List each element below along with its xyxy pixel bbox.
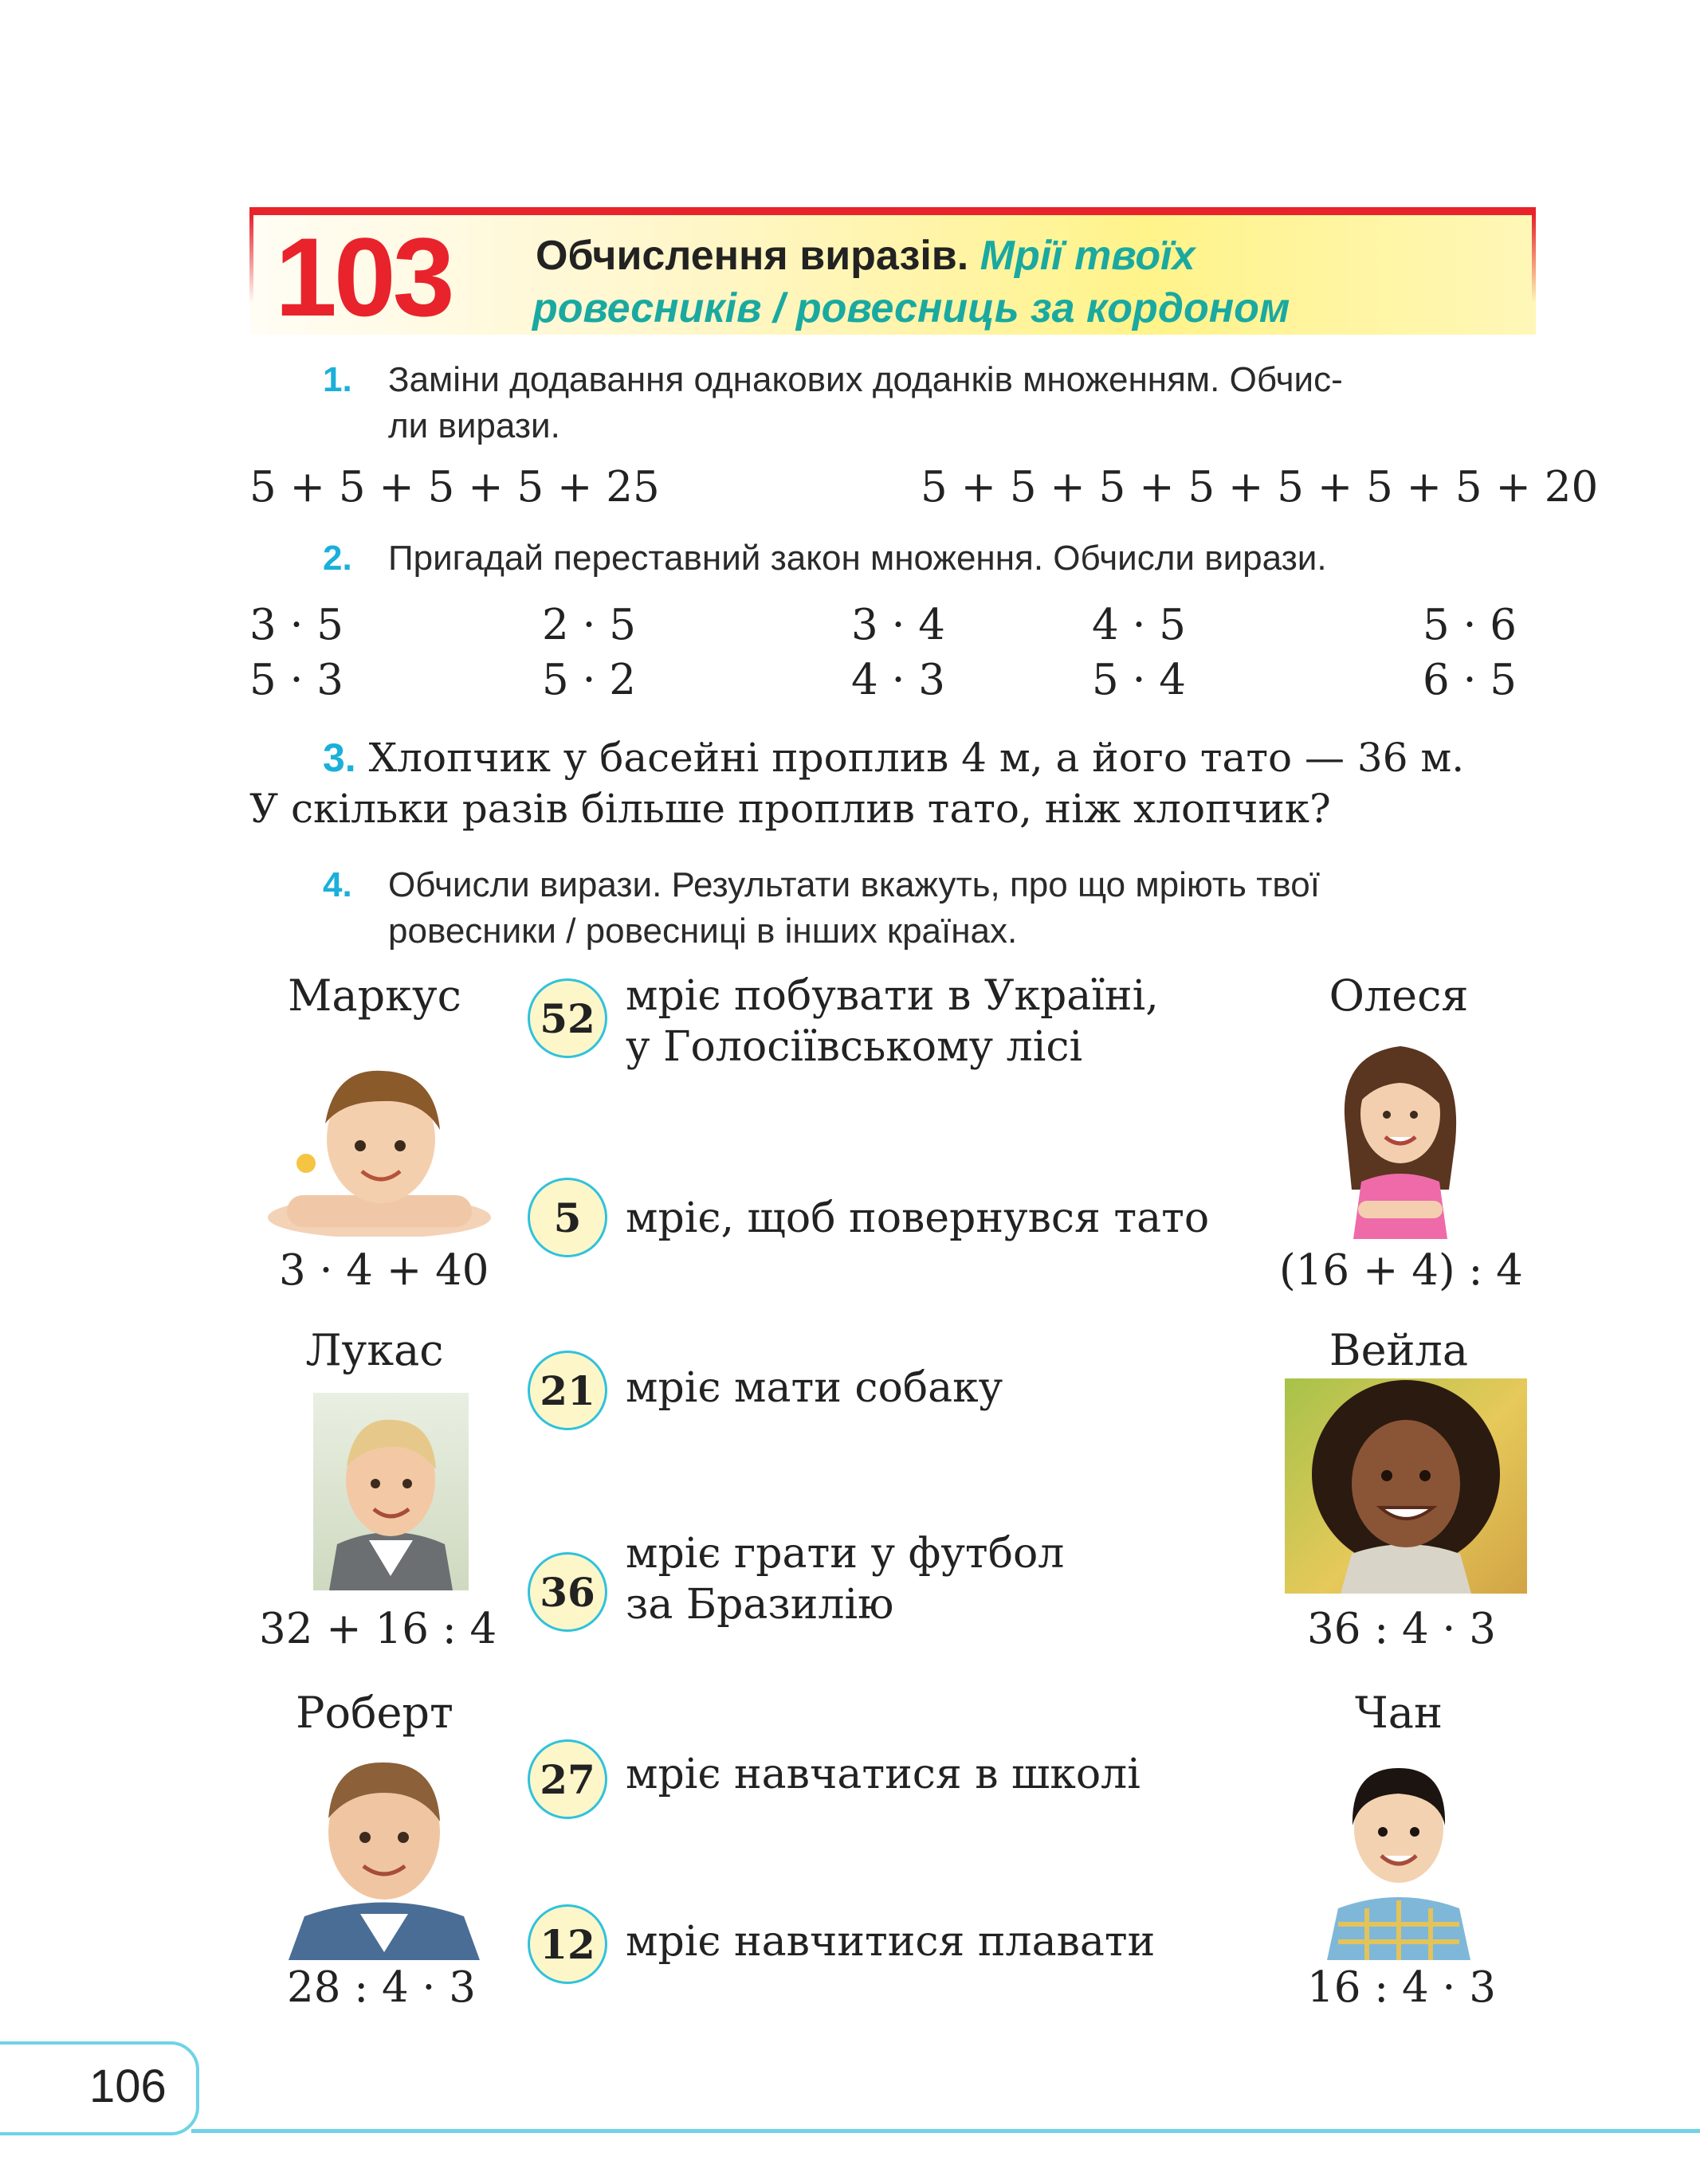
- photo-markus: [263, 1060, 496, 1237]
- answer-text: мріє грати у футбол: [626, 1530, 1065, 1578]
- photo-chan: [1319, 1749, 1478, 1960]
- footer-divider: [191, 2129, 1700, 2133]
- task-2-num: 2.: [323, 539, 352, 578]
- task-2-expr: 3 · 5: [249, 601, 344, 649]
- task-2-expr: 4 · 5: [1092, 601, 1186, 649]
- child-name-markus: Маркус: [288, 970, 461, 1021]
- task-2-expr: 6 · 5: [1423, 656, 1517, 704]
- photo-olesia: [1329, 1030, 1471, 1239]
- answer-text: мріє мати собаку: [626, 1364, 1003, 1412]
- task-2-expr: 2 · 5: [542, 601, 636, 649]
- task-2-expr: 4 · 3: [851, 656, 945, 704]
- task-3-text-line2: У скільки разів більше проплив тато, ніж хлопчик?: [249, 786, 1331, 832]
- child-expr-robert: 28 : 4 · 3: [287, 1963, 476, 2012]
- answer-bubble: 21: [528, 1351, 607, 1430]
- answer-bubble: 12: [528, 1904, 607, 1984]
- task-4-num: 4.: [323, 865, 352, 904]
- answer-bubble: 5: [528, 1178, 607, 1257]
- child-name-lukas: Лукас: [305, 1325, 444, 1375]
- task-1-num: 1.: [323, 360, 352, 399]
- child-expr-markus: 3 · 4 + 40: [279, 1246, 489, 1295]
- task-3-num: 3.: [323, 735, 356, 780]
- answer-text: мріє, щоб повернувся тато: [626, 1194, 1210, 1242]
- child-name-veila: Вейла: [1329, 1325, 1469, 1375]
- task-1-expression-2: 5 + 5 + 5 + 5 + 5 + 5 + 5 + 20: [921, 463, 1599, 512]
- answer-bubble: 36: [528, 1552, 607, 1632]
- task-3-text-line1: Хлопчик у басейні проплив 4 м, а його тато — 36 м.: [368, 735, 1465, 781]
- child-name-robert: Роберт: [296, 1688, 453, 1738]
- answer-bubble: 52: [528, 978, 607, 1058]
- task-2-expr: 5 · 3: [249, 656, 344, 704]
- task-2-number: [323, 535, 352, 582]
- child-name-olesia: Олеся: [1329, 970, 1469, 1021]
- lesson-theme-part2: ровесників / ровесниць за кордоном: [532, 285, 1290, 331]
- task-2-expr: 5 · 6: [1423, 601, 1517, 649]
- task-4-number: [323, 862, 352, 908]
- answer-text: мріє навчатися в школі: [626, 1751, 1141, 1798]
- task-2-expr: 3 · 4: [851, 601, 945, 649]
- task-4-text-line1: Обчисли вирази. Результати вкажуть, про що мріють твої: [388, 865, 1320, 904]
- child-expr-olesia: (16 + 4) : 4: [1279, 1246, 1523, 1295]
- answer-text: мріє побувати в Україні,: [626, 972, 1159, 1020]
- task-2-text: Пригадай переставний закон множення. Обчисли вирази.: [388, 539, 1327, 578]
- lesson-title-line1: [536, 231, 1195, 280]
- lesson-theme-part1: Мрії твоїх: [980, 233, 1195, 279]
- answer-bubble: 27: [528, 1739, 607, 1819]
- task-4-text-line2: ровесники / ровесниці в інших країнах.: [388, 912, 1018, 951]
- task-1-number: [323, 357, 352, 403]
- photo-robert: [281, 1745, 488, 1960]
- lesson-title-main: Обчислення виразів.: [536, 233, 969, 279]
- child-expr-lukas: 32 + 16 : 4: [259, 1605, 497, 1653]
- lesson-number: 103: [275, 214, 452, 339]
- task-1-text-line2: ли вирази.: [388, 406, 560, 445]
- task-3-line1: [323, 733, 1464, 782]
- task-2-expr: 5 · 2: [542, 656, 636, 704]
- task-1-text-line1: Заміни додавання однакових доданків множенням. Обчис-: [388, 360, 1343, 399]
- answer-text: за Бразилію: [626, 1581, 894, 1629]
- child-expr-veila: 36 : 4 · 3: [1307, 1605, 1496, 1653]
- task-2-expr: 5 · 4: [1092, 656, 1186, 704]
- answer-text: мріє навчитися плавати: [626, 1918, 1156, 1966]
- child-name-chan: Чан: [1355, 1688, 1443, 1738]
- task-1-expression-1: 5 + 5 + 5 + 5 + 25: [249, 463, 660, 512]
- photo-veila: [1285, 1378, 1527, 1594]
- page-number: 106: [89, 2060, 167, 2112]
- answer-text: у Голосіївському лісі: [626, 1023, 1083, 1071]
- child-expr-chan: 16 : 4 · 3: [1307, 1963, 1496, 2012]
- photo-lukas: [313, 1393, 469, 1590]
